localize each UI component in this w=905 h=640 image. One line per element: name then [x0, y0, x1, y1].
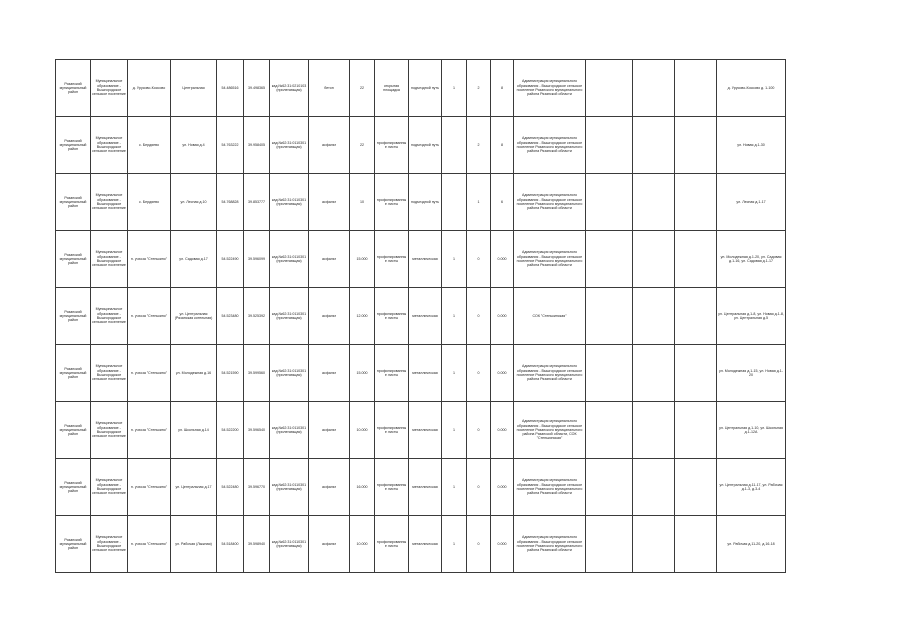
district-cell: Рязанский муниципальный район — [56, 345, 91, 402]
container-type-cell: профилированные листы — [375, 402, 409, 459]
district-cell: Рязанский муниципальный район — [56, 288, 91, 345]
table-row — [56, 288, 786, 345]
fence-cell: подъездной путь — [409, 60, 442, 117]
fence-cell: металлическая — [409, 516, 442, 573]
fence-cell: металлическая — [409, 345, 442, 402]
extra-2-cell — [633, 117, 675, 174]
fence-cell: металлическая — [409, 459, 442, 516]
extra-2-cell — [633, 516, 675, 573]
cadastral-cell: кад.№62:31:0110301 (прилегающая) — [270, 288, 309, 345]
street-cell: ул. Лесная д.10 — [171, 174, 217, 231]
count-3-cell: 0.000 — [491, 231, 514, 288]
district-cell: Рязанский муниципальный район — [56, 459, 91, 516]
district-cell: Рязанский муниципальный район — [56, 60, 91, 117]
count-2-cell: 0 — [467, 345, 491, 402]
registry-table — [55, 59, 786, 573]
addresses-cell: д. Урусово-Коссово д. 1-100 — [717, 60, 786, 117]
count-3-cell: 0.000 — [491, 345, 514, 402]
latitude-cell: 54.523480 — [217, 288, 244, 345]
owner-cell: Муниципальное образование - Вышгородское сельское поселение — [91, 60, 128, 117]
surface-cell: асфальт — [309, 117, 350, 174]
surface-cell: асфальт — [309, 231, 350, 288]
operator-cell: Администрация муниципального образования - Вышгородское сельское поселение Рязанского муниципального района Рязанской области — [514, 231, 586, 288]
extra-2-cell — [633, 174, 675, 231]
operator-cell: Администрация муниципального образования - Вышгородское сельское поселение Рязанского муниципального района Рязанской области — [514, 117, 586, 174]
owner-cell: Муниципальное образование - Вышгородское сельское поселение — [91, 117, 128, 174]
addresses-cell: ул. Рабочая д.11-20, д.16-18 — [717, 516, 786, 573]
locality-cell: д. Урусово-Коссово — [128, 60, 171, 117]
extra-2-cell — [633, 345, 675, 402]
count-1-cell: 1 — [442, 516, 467, 573]
count-1-cell: 1 — [442, 345, 467, 402]
operator-cell: Администрация муниципального образования - Вышгородское сельское поселение Рязанского муниципального района Рязанской области — [514, 459, 586, 516]
count-1-cell: 1 — [442, 231, 467, 288]
addresses-cell: ул. Новая д.1-30 — [717, 117, 786, 174]
latitude-cell: 54.522480 — [217, 459, 244, 516]
count-2-cell: 0 — [467, 231, 491, 288]
cadastral-cell: кад.№62:31:0110301 (прилегающая) — [270, 345, 309, 402]
count-3-cell: 0.000 — [491, 288, 514, 345]
addresses-cell: ул. Лесная д.1-17 — [717, 174, 786, 231]
extra-1-cell — [586, 402, 633, 459]
longitude-cell: 39.596770 — [244, 459, 270, 516]
count-2-cell: 0 — [467, 516, 491, 573]
owner-cell: Муниципальное образование - Вышгородское сельское поселение — [91, 174, 128, 231]
operator-cell: Администрация муниципального образования - Вышгородское сельское поселение Рязанского муниципального района Рязанской области — [514, 516, 586, 573]
count-3-cell: 6 — [491, 174, 514, 231]
latitude-cell: 54.486516 — [217, 60, 244, 117]
longitude-cell: 39.853777 — [244, 174, 270, 231]
latitude-cell: 54.522490 — [217, 231, 244, 288]
table-row — [56, 174, 786, 231]
count-3-cell: 8 — [491, 60, 514, 117]
area-cell: 10.000 — [350, 402, 375, 459]
count-3-cell: 8 — [491, 117, 514, 174]
operator-cell: Администрация муниципального образования - Вышгородское сельское поселение Рязанского муниципального района Рязанской области, СОК "Стенькинская" — [514, 402, 586, 459]
surface-cell: асфальт — [309, 459, 350, 516]
street-cell: ул. Центральная д.17 — [171, 459, 217, 516]
surface-cell: асфальт — [309, 402, 350, 459]
extra-2-cell — [633, 402, 675, 459]
container-type-cell: профилированные листы — [375, 459, 409, 516]
area-cell: 12.000 — [350, 288, 375, 345]
operator-cell: Администрация муниципального образования - Вышгородское сельское поселение Рязанского муниципального района Рязанской области — [514, 60, 586, 117]
extra-2-cell — [633, 60, 675, 117]
count-2-cell: 0 — [467, 402, 491, 459]
count-2-cell: 0 — [467, 288, 491, 345]
fence-cell: металлическая — [409, 231, 442, 288]
extra-2-cell — [633, 459, 675, 516]
latitude-cell: 54.763222 — [217, 117, 244, 174]
extra-1-cell — [586, 288, 633, 345]
table-row — [56, 402, 786, 459]
cadastral-cell: кад.№62:31:0110301 (прилегающая) — [270, 174, 309, 231]
container-type-cell: профилированные листы — [375, 345, 409, 402]
area-cell: 22 — [350, 60, 375, 117]
count-2-cell: 0 — [467, 459, 491, 516]
extra-3-cell — [675, 402, 717, 459]
longitude-cell: 39.598940 — [244, 516, 270, 573]
locality-cell: с. Бердяево — [128, 117, 171, 174]
locality-cell: п. учхоза "Стенькино" — [128, 402, 171, 459]
latitude-cell: 54.521590 — [217, 345, 244, 402]
extra-1-cell — [586, 174, 633, 231]
latitude-cell: 54.518400 — [217, 516, 244, 573]
extra-1-cell — [586, 516, 633, 573]
count-1-cell — [442, 117, 467, 174]
count-1-cell: 1 — [442, 402, 467, 459]
extra-1-cell — [586, 60, 633, 117]
surface-cell: асфальт — [309, 516, 350, 573]
extra-1-cell — [586, 231, 633, 288]
container-type-cell: профилированные листы — [375, 288, 409, 345]
count-2-cell: 1 — [467, 174, 491, 231]
street-cell: ул. Садовая д.17 — [171, 231, 217, 288]
area-cell: 16.000 — [350, 459, 375, 516]
table-row — [56, 459, 786, 516]
owner-cell: Муниципальное образование - Вышгородское сельское поселение — [91, 288, 128, 345]
extra-3-cell — [675, 231, 717, 288]
count-2-cell: 2 — [467, 60, 491, 117]
street-cell: ул. Молодежная д.16 — [171, 345, 217, 402]
table-body — [56, 60, 786, 573]
count-3-cell: 0.000 — [491, 459, 514, 516]
count-3-cell: 0.000 — [491, 402, 514, 459]
cadastral-cell: кад.№62:31:0110301 (прилегающая) — [270, 459, 309, 516]
addresses-cell: ул. Центральная д.11-17, ул. Рабочая д.1-3, д.3-4 — [717, 459, 786, 516]
container-type-cell: открытая площадка — [375, 60, 409, 117]
locality-cell: п. учхоза "Стенькино" — [128, 516, 171, 573]
surface-cell: асфальт — [309, 345, 350, 402]
addresses-cell: ул. Центральная д.1-8, ул. Новая д.1-8, ул. Центральная д.5 — [717, 288, 786, 345]
surface-cell: асфальт — [309, 288, 350, 345]
table-row — [56, 60, 786, 117]
longitude-cell: 39.596540 — [244, 402, 270, 459]
longitude-cell: 39.596099 — [244, 231, 270, 288]
cadastral-cell: кад.№62:31:0110301 (прилегающая) — [270, 516, 309, 573]
district-cell: Рязанский муниципальный район — [56, 117, 91, 174]
area-cell: 15.000 — [350, 231, 375, 288]
count-2-cell: 2 — [467, 117, 491, 174]
latitude-cell: 54.522200 — [217, 402, 244, 459]
street-cell: ул. Новая д.4 — [171, 117, 217, 174]
district-cell: Рязанский муниципальный район — [56, 174, 91, 231]
street-cell: Центральная — [171, 60, 217, 117]
extra-1-cell — [586, 345, 633, 402]
extra-3-cell — [675, 174, 717, 231]
extra-3-cell — [675, 117, 717, 174]
table-row — [56, 345, 786, 402]
surface-cell: асфальт — [309, 174, 350, 231]
cadastral-cell: кад.№62:31:0110301 (прилегающая) — [270, 117, 309, 174]
fence-cell: металлическая — [409, 402, 442, 459]
street-cell: ул. Школьная д.14 — [171, 402, 217, 459]
extra-2-cell — [633, 288, 675, 345]
area-cell: 10 — [350, 174, 375, 231]
owner-cell: Муниципальное образование - Вышгородское сельское поселение — [91, 231, 128, 288]
extra-1-cell — [586, 117, 633, 174]
container-type-cell: профилированные листы — [375, 231, 409, 288]
count-1-cell: 1 — [442, 288, 467, 345]
owner-cell: Муниципальное образование - Вышгородское сельское поселение — [91, 459, 128, 516]
latitude-cell: 54.768828 — [217, 174, 244, 231]
district-cell: Рязанский муниципальный район — [56, 516, 91, 573]
table-row — [56, 231, 786, 288]
table-row — [56, 117, 786, 174]
longitude-cell: 39.498365 — [244, 60, 270, 117]
area-cell: 22 — [350, 117, 375, 174]
owner-cell: Муниципальное образование - Вышгородское сельское поселение — [91, 345, 128, 402]
count-3-cell: 0.000 — [491, 516, 514, 573]
area-cell: 15.000 — [350, 345, 375, 402]
extra-1-cell — [586, 459, 633, 516]
district-cell: Рязанский муниципальный район — [56, 402, 91, 459]
longitude-cell: 39.958405 — [244, 117, 270, 174]
locality-cell: п. учхоза "Стенькино" — [128, 459, 171, 516]
locality-cell: п. учхоза "Стенькино" — [128, 288, 171, 345]
fence-cell: подъездной путь — [409, 117, 442, 174]
addresses-cell: ул. Молодежная д.1-15, ул. Новая д.1-20 — [717, 345, 786, 402]
locality-cell: п. учхоза "Стенькино" — [128, 231, 171, 288]
extra-3-cell — [675, 459, 717, 516]
longitude-cell: 39.525392 — [244, 288, 270, 345]
extra-3-cell — [675, 345, 717, 402]
operator-cell: Администрация муниципального образования - Вышгородское сельское поселение Рязанского муниципального района Рязанской области — [514, 345, 586, 402]
container-type-cell: профилированные листы — [375, 117, 409, 174]
owner-cell: Муниципальное образование - Вышгородское сельское поселение — [91, 516, 128, 573]
locality-cell: с. Бердяево — [128, 174, 171, 231]
operator-cell: СОК "Стенькинская" — [514, 288, 586, 345]
cadastral-cell: кад.№62:31:0110301 (прилегающая) — [270, 231, 309, 288]
district-cell: Рязанский муниципальный район — [56, 231, 91, 288]
cadastral-cell: кад.№62:31:0210103 (прилегающая) — [270, 60, 309, 117]
fence-cell: металлическая — [409, 288, 442, 345]
area-cell: 10.000 — [350, 516, 375, 573]
cadastral-cell: кад.№62:31:0110301 (прилегающая) — [270, 402, 309, 459]
count-1-cell: 1 — [442, 459, 467, 516]
table-row — [56, 516, 786, 573]
surface-cell: бетон — [309, 60, 350, 117]
extra-2-cell — [633, 231, 675, 288]
extra-3-cell — [675, 516, 717, 573]
locality-cell: п. учхоза "Стенькино" — [128, 345, 171, 402]
street-cell: ул. Центральная (Рязанская котельная) — [171, 288, 217, 345]
count-1-cell — [442, 174, 467, 231]
operator-cell: Администрация муниципального образования - Вышгородское сельское поселение Рязанского муниципального района Рязанской области — [514, 174, 586, 231]
fence-cell: подъездной путь — [409, 174, 442, 231]
street-cell: ул. Рабочая (Лыжная) — [171, 516, 217, 573]
longitude-cell: 39.599560 — [244, 345, 270, 402]
owner-cell: Муниципальное образование - Вышгородское сельское поселение — [91, 402, 128, 459]
extra-3-cell — [675, 60, 717, 117]
extra-3-cell — [675, 288, 717, 345]
addresses-cell: ул. Молодежная д.1-20, ул. Садовая д.1-16, ул. Садовая д.1-17 — [717, 231, 786, 288]
addresses-cell: ул. Центральная д.1-10, ул. Школьная д.1-12А — [717, 402, 786, 459]
count-1-cell: 1 — [442, 60, 467, 117]
container-type-cell: профилированные листы — [375, 174, 409, 231]
container-type-cell: профилированные листы — [375, 516, 409, 573]
